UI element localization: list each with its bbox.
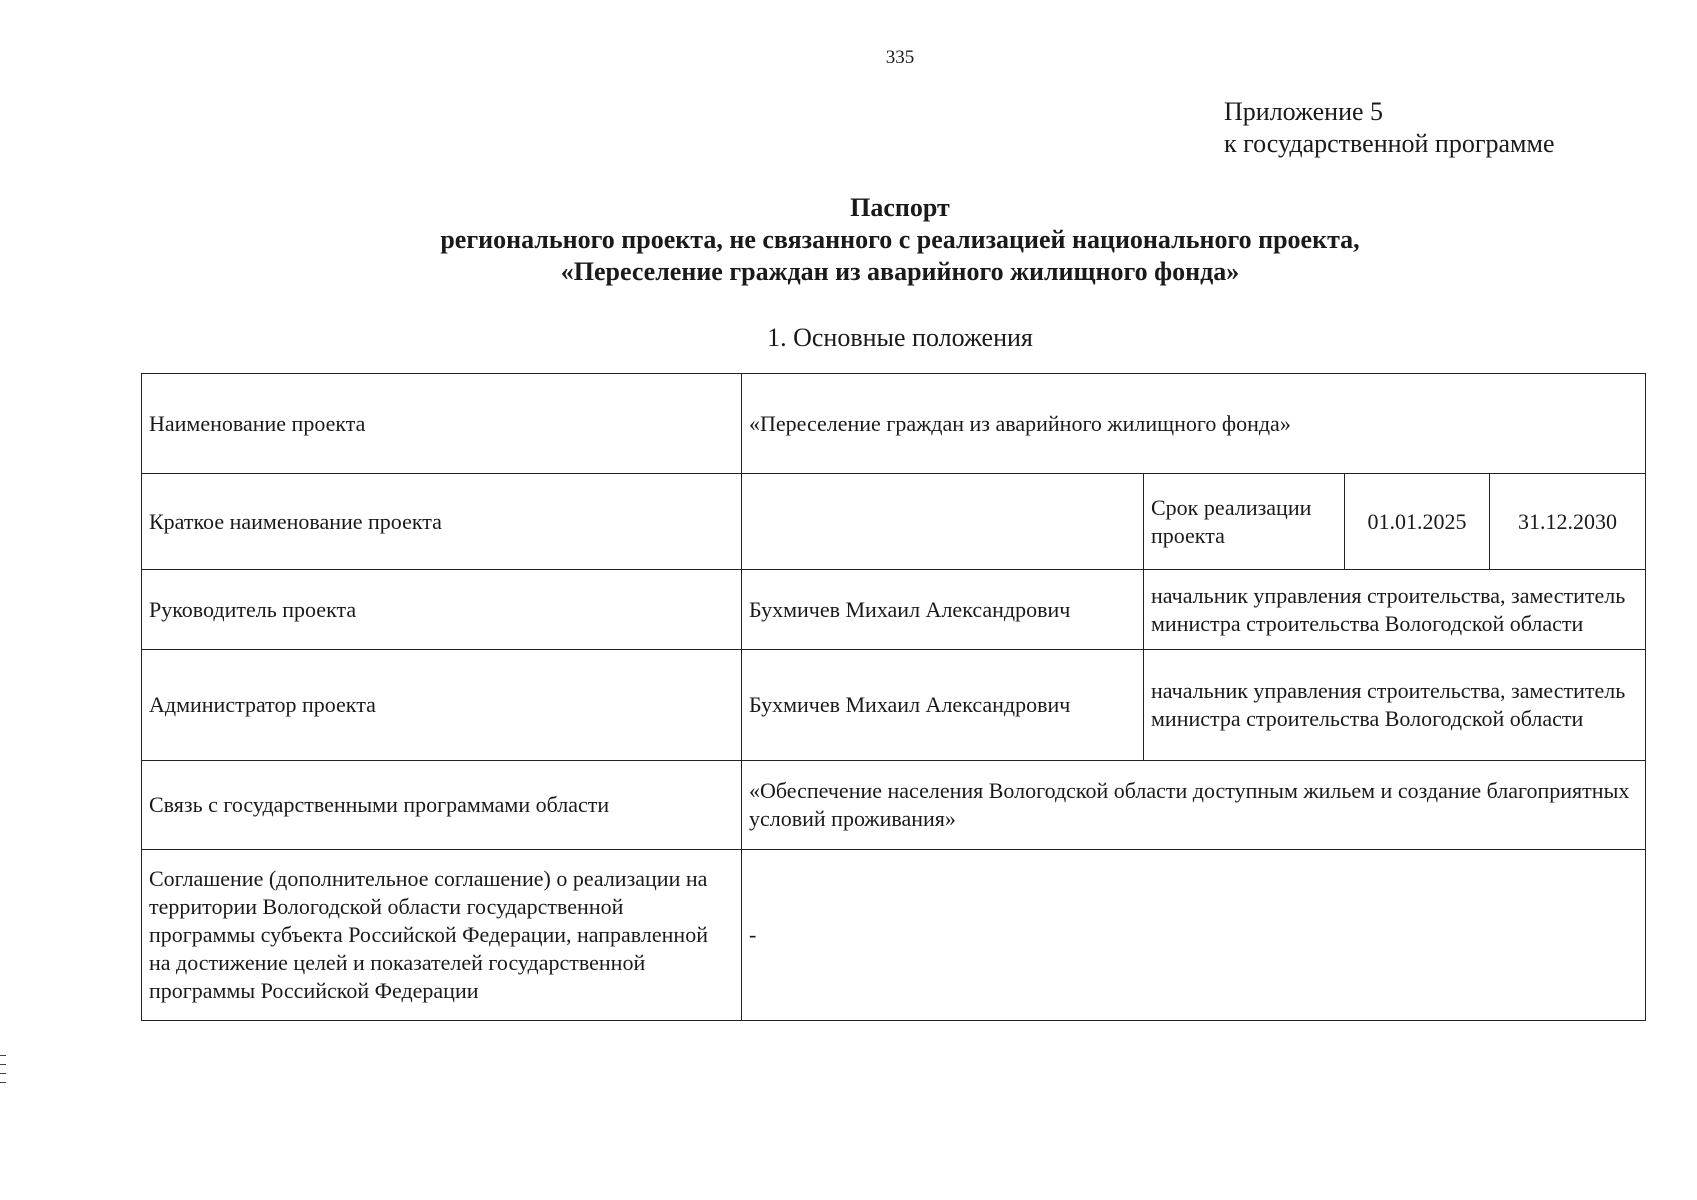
page-number: 335 [885,47,915,68]
appendix-line-2: к государственной программе [1224,129,1555,158]
title-line-3: «Переселение граждан из аварийного жилищного фонда» [560,257,1240,286]
administrator-position: начальник управления строительства, заместитель министра строительства Вологодской области [1144,650,1646,761]
term-end: 31.12.2030 [1490,474,1646,570]
agreement-label: Соглашение (дополнительное соглашение) о реализации на территории Вологодской области государственной программы субъекта Российской Федерации, направленной на достижение целей и показателей государственной программы Российской Федерации [142,850,742,1021]
table-row [142,374,1646,474]
table-row [142,570,1646,650]
agreement-value: - [742,850,1646,1021]
administrator-name: Бухмичев Михаил Александрович [742,650,1144,761]
table-row [142,474,1646,570]
table-row [142,850,1646,1021]
state-programs-label: Связь с государственными программами области [142,761,742,850]
appendix-note [1224,96,1555,160]
title-line-2: регионального проекта, не связанного с реализацией национального проекта, [440,225,1360,254]
project-name-value: «Переселение граждан из аварийного жилищного фонда» [742,374,1646,474]
document-title [0,192,1697,288]
appendix-line-1: Приложение 5 [1224,97,1384,126]
passport-table [141,373,1646,1021]
head-position: начальник управления строительства, заместитель министра строительства Вологодской области [1144,570,1646,650]
title-line-1: Паспорт [850,193,950,222]
term-label: Срок реализации проекта [1144,474,1345,570]
head-name: Бухмичев Михаил Александрович [742,570,1144,650]
margin-marks [0,1055,6,1091]
term-start: 01.01.2025 [1345,474,1490,570]
project-name-label: Наименование проекта [142,374,742,474]
section-title: 1. Основные положения [767,323,1033,352]
short-name-value [742,474,1144,570]
short-name-label: Краткое наименование проекта [142,474,742,570]
head-label: Руководитель проекта [142,570,742,650]
table-row [142,761,1646,850]
administrator-label: Администратор проекта [142,650,742,761]
state-programs-value: «Обеспечение населения Вологодской области доступным жильем и создание благоприятных условий проживания» [742,761,1646,850]
table-row [142,650,1646,761]
